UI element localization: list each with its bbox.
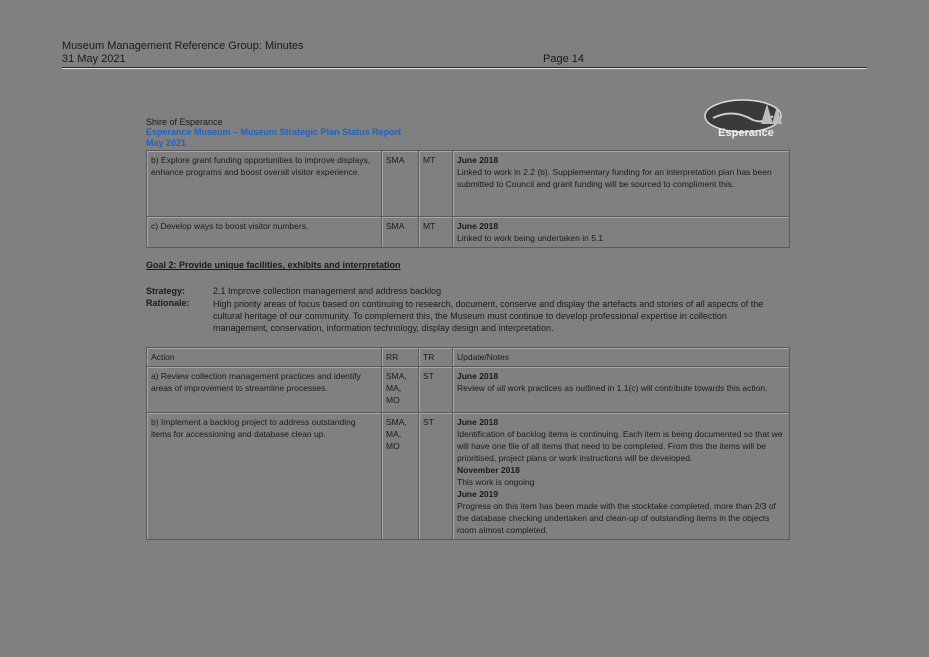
table-row xyxy=(147,151,790,217)
responsibility-cell: SMA xyxy=(382,151,419,217)
timeframe-cell: ST xyxy=(419,413,453,540)
action-cell: c) Develop ways to boost visitor numbers. xyxy=(147,217,382,248)
column-header-rr: RR xyxy=(382,348,419,367)
strategy-text: 2.1 Improve collection management and address backlog xyxy=(213,286,442,296)
responsibility-cell: SMA, MA, MO xyxy=(382,367,419,413)
update-cell xyxy=(453,217,790,248)
column-header-update: Update/Notes xyxy=(453,348,790,367)
column-header-tr: TR xyxy=(419,348,453,367)
update-text: Review of all work practices as outlined in 1.1(c) will contribute towards this action. xyxy=(457,383,768,393)
rationale-text: High priority areas of focus based on continuing to research, document, conserve and display the artefacts and stories of all aspects of the cultural heritage of our community. To complement this, the Museum must continue to develop professional expertise in collection management, conservation, information technology, display design and interpretation. xyxy=(213,299,764,333)
update-text: This work is ongoing xyxy=(457,477,535,487)
update-text: Linked to work being undertaken in 5.1 xyxy=(457,233,604,243)
update-date: November 2018 xyxy=(457,465,520,475)
table-header-row xyxy=(147,348,790,367)
action-cell: a) Review collection management practices and identify areas of improvement to streamline processes. xyxy=(147,367,382,413)
timeframe-cell: MT xyxy=(419,151,453,217)
responsibility-cell: SMA xyxy=(382,217,419,248)
header-date: 31 May 2021 xyxy=(62,53,126,65)
action-cell: b) Implement a backlog project to address outstanding items for accessioning and database clean up. xyxy=(147,413,382,540)
actions-table-2 xyxy=(146,347,790,540)
timeframe-cell: MT xyxy=(419,217,453,248)
update-cell xyxy=(453,413,790,540)
report-title: Esperance Museum – Museum Strategic Plan Status Report xyxy=(146,127,402,137)
update-date: June 2018 xyxy=(457,221,499,231)
actions-table-1 xyxy=(146,150,790,248)
report-date: May 2021 xyxy=(146,138,187,148)
header-title: Museum Management Reference Group: Minutes xyxy=(62,40,304,52)
svg-text:Esperance: Esperance xyxy=(718,127,774,139)
organisation-name: Shire of Esperance xyxy=(146,117,223,127)
timeframe-cell: ST xyxy=(419,367,453,413)
header-rule xyxy=(62,67,867,69)
esperance-logo-icon xyxy=(703,94,789,144)
update-date: June 2019 xyxy=(457,489,499,499)
update-date: June 2018 xyxy=(457,417,499,427)
page-number: Page 14 xyxy=(543,53,584,65)
goal-heading: Goal 2: Provide unique facilities, exhibits and interpretation xyxy=(146,260,401,270)
column-header-action: Action xyxy=(147,348,382,367)
rationale-label: Rationale: xyxy=(146,298,190,308)
update-cell xyxy=(453,367,790,413)
update-text: Identification of backlog items is continuing. Each item is being documented so that we will have one file of all items that need to be completed. From this the items will be prioritised, project plans or work instructions will be developed. xyxy=(457,429,783,463)
table-row xyxy=(147,217,790,248)
action-cell: b) Explore grant funding opportunities to improve displays, enhance programs and boost overall visitor experience. xyxy=(147,151,382,217)
table-row xyxy=(147,367,790,413)
update-date: June 2018 xyxy=(457,155,499,165)
table-row xyxy=(147,413,790,540)
update-date: June 2018 xyxy=(457,371,499,381)
update-text: Linked to work in 2.2 (b). Supplementary funding for an interpretation plan has been submitted to Council and grant funding will be sourced to compliment this. xyxy=(457,167,772,189)
update-cell xyxy=(453,151,790,217)
responsibility-cell: SMA, MA, MO xyxy=(382,413,419,540)
update-text: Progress on this item has been made with the stocktake completed, more than 2/3 of the database checking undertaken and clean-up of outstanding items in the objects room almost completed. xyxy=(457,501,776,535)
strategy-label: Strategy: xyxy=(146,286,186,296)
